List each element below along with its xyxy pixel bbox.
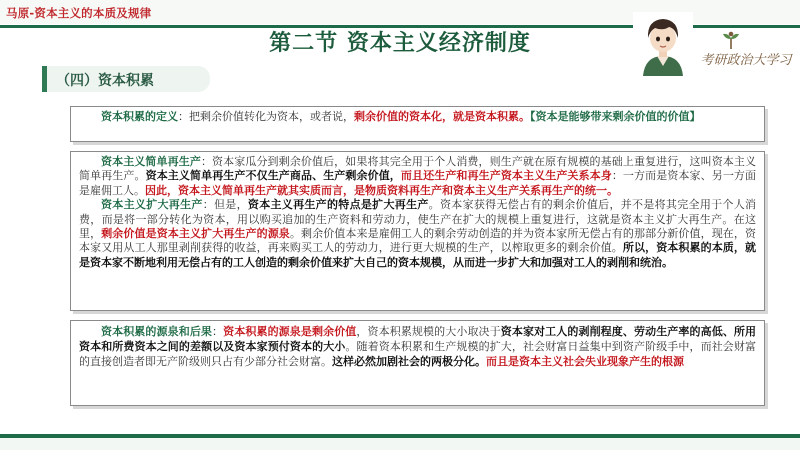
highlight-red: 剩余价值是资本主义扩大再生产的源泉 <box>101 227 290 241</box>
text-span: ：但是， <box>202 198 248 212</box>
highlight-bold: 资本主义再生产的特点是扩大再生产 <box>247 198 429 212</box>
text-span: 。资本家获得无偿占有的剩余价值后，并不是将其完全用于个人消费，而是将一部分转化为资本，用以购买追加的生产资料和劳动力，使生产在扩大的规模上重复进行，这就是资本主义扩大再生产。在这里， <box>79 198 757 241</box>
tree-logo-icon <box>720 30 742 50</box>
course-label: 马原-资本主义的本质及规律 <box>6 6 152 20</box>
definition-label: 资本积累的定义 <box>101 110 178 123</box>
text-span: ：资本家瓜分到剩余价值后，如果将其完全用于个人消费，则生产就在原有规模的基础上重复进行，这叫资本主义简单再生产。 <box>79 155 757 183</box>
simple-reproduction-paragraph <box>79 155 756 198</box>
reproduction-box <box>70 151 765 311</box>
highlight-bold: 这样必然加剧社会的两极分化。 <box>332 355 486 368</box>
highlight-red: 因此，资本主义简单再生产就其实质而言，是物质资料再生产和资本主义生产关系再生产的统一。 <box>145 183 618 197</box>
expanded-reproduction-label: 资本主义扩大再生产 <box>101 198 203 212</box>
text-span: 。剩余价值本来是雇佣工人的剩余劳动创造的并为资本家所无偿占有的那部分新价值，现在，资本家又用从工人那里剥削获得的收益，再来购买工人的劳动力，进行更大规模的生产，以榨取更多的剩余价值。 <box>79 227 757 255</box>
text-span: ： <box>212 325 224 338</box>
expanded-reproduction-paragraph <box>79 198 756 270</box>
section-heading: （四）资本积累 <box>56 73 154 89</box>
brand-logo <box>694 30 798 76</box>
highlight-red: 而且是资本主义社会失业现象产生的根源 <box>486 355 684 368</box>
text-span: ，资本积累规模的大小取决于 <box>356 325 501 338</box>
source-consequence-paragraph <box>79 324 756 369</box>
text-span: 。随着资本积累和生产规模的扩大，社会财富日益集中到资产阶级手中，而社会财富的直接创造者即无产阶级则只占有少部分社会财富。 <box>79 340 757 368</box>
brand-text: 考研政治大学习 <box>700 53 792 68</box>
text-span: ：一方而是资本家、另一方面是雇佣工人。 <box>79 169 757 197</box>
highlight-green: 【资本是能够带来剩余价值的价值】 <box>530 110 701 123</box>
highlight-red: 剩余价值的资本化，就是资本积累。 <box>354 110 530 123</box>
source-consequence-label: 资本积累的源泉和后果 <box>101 325 213 338</box>
simple-reproduction-label: 资本主义简单再生产 <box>101 155 201 168</box>
definition-box <box>70 106 765 142</box>
highlight-red: 而且还生产和再生产资本主义生产关系本身 <box>400 169 612 183</box>
highlight-bold: 资本主义简单再生产不仅生产商品、生产剩余价值， <box>145 169 401 183</box>
page-title: 第二节 资本主义经济制度 <box>269 31 531 56</box>
definition-paragraph <box>79 110 756 124</box>
highlight-red: 资本积累的源泉是剩余价值 <box>223 325 357 338</box>
source-consequence-box <box>70 320 765 406</box>
teacher-avatar-icon <box>633 12 693 76</box>
text-span: ：把剩余价值转化为资本，或者说， <box>178 110 354 123</box>
bottom-bar <box>0 438 800 450</box>
section-heading-tab <box>42 66 210 92</box>
highlight-bold: 资本家对工人的剥削程度、劳动生产率的高低、所用资本和所费资本之间的差额以及资本家预付资本的大小 <box>79 325 757 353</box>
highlight-bold: 所以，资本积累的本质，就是资本家不断地利用无偿占有的工人创造的剩余价值来扩大自己的资本规模，从而进一步扩大和加强对工人的剥削和统治。 <box>79 241 757 269</box>
section-tab-accent <box>42 66 47 92</box>
